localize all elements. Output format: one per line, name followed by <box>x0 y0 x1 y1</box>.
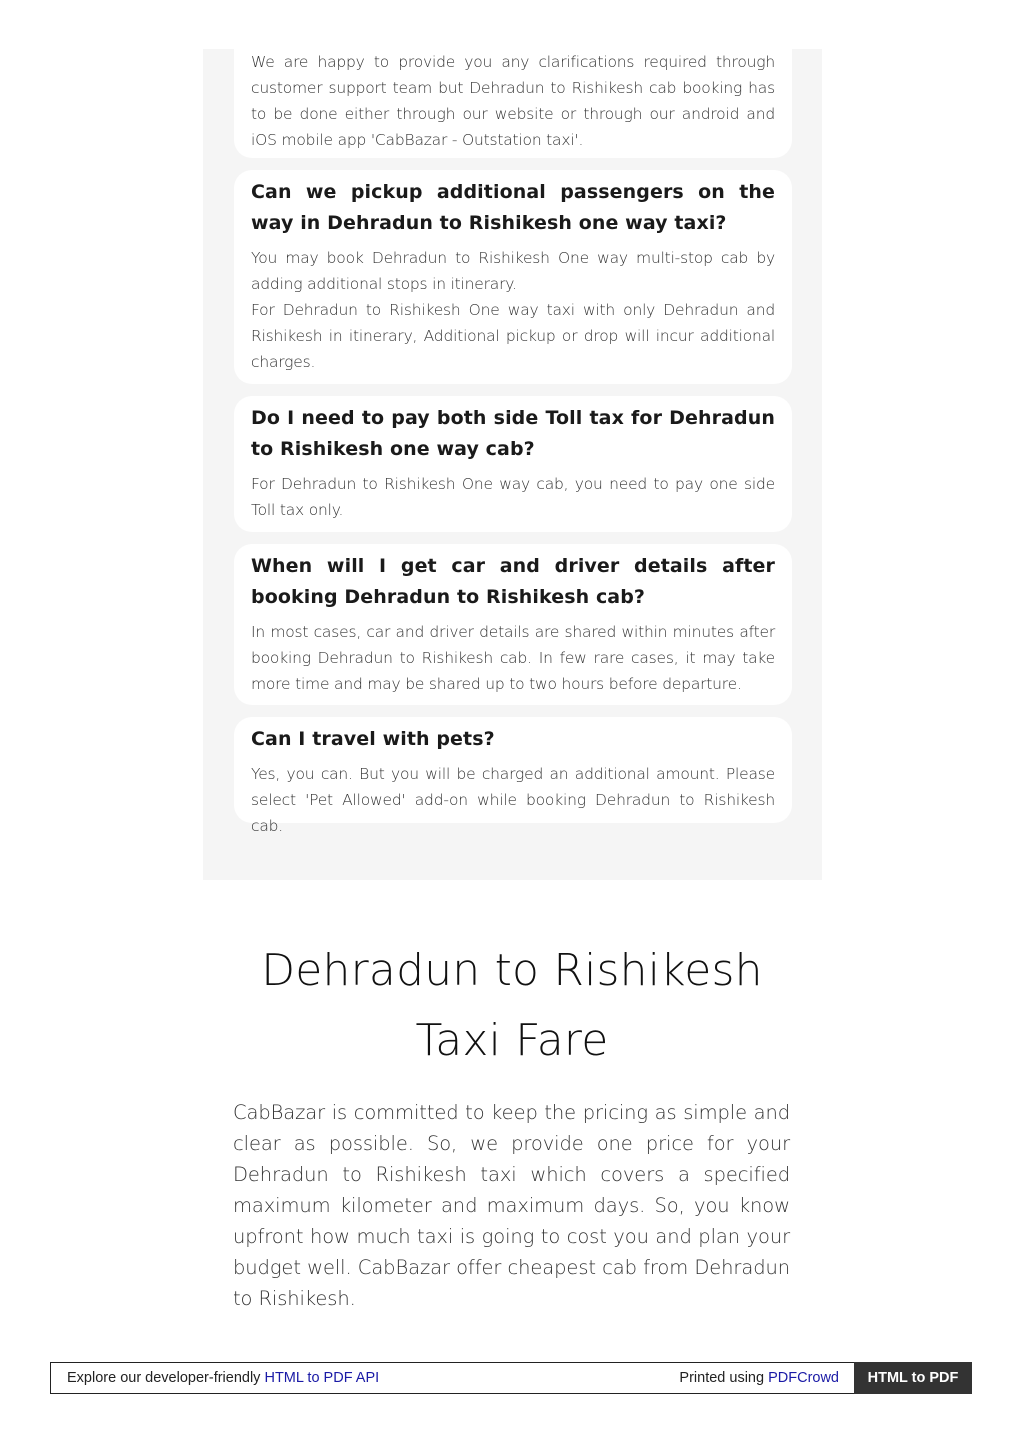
faq-question: Can I travel with pets? <box>251 728 495 750</box>
html-to-pdf-badge[interactable]: HTML to PDF <box>854 1362 972 1394</box>
footer-explore <box>67 1370 379 1386</box>
faq-answer <box>251 465 775 523</box>
footer-explore-text: Explore our developer-friendly <box>67 1370 261 1386</box>
faq-answer-text: In most cases, car and driver details are shared within minutes after booking Dehradun to Rishikesh cab. In few rare cases, it may take more time and may be shared up to two hours before departure. <box>251 623 775 693</box>
faq-question: Do I need to pay both side Toll tax for Dehradun to Rishikesh one way cab? <box>251 407 775 460</box>
faq-answer <box>251 49 775 153</box>
faq-answer-text: For Dehradun to Rishikesh One way cab, you need to pay one side Toll tax only. <box>251 475 775 519</box>
faq-panel <box>203 49 822 880</box>
faq-question: When will I get car and driver details after booking Dehradun to Rishikesh cab? <box>251 555 775 608</box>
footer-printed <box>679 1370 839 1386</box>
faq-answer-text: We are happy to provide you any clarifications required through customer support team but Dehradun to Rishikesh cab booking has to be done either through our website or through our android and iOS mobile app 'CabBazar - Outstation taxi'. <box>251 53 775 149</box>
faq-answer-text: Yes, you can. But you will be charged an additional amount. Please select 'Pet Allowed' add-on while booking Dehradun to Rishikesh cab. <box>251 765 775 835</box>
pdfcrowd-link[interactable]: PDFCrowd <box>768 1370 839 1386</box>
html-to-pdf-api-link[interactable]: HTML to PDF API <box>264 1370 380 1386</box>
faq-answer <box>251 755 775 839</box>
faq-item <box>234 396 792 532</box>
pdfcrowd-footer <box>50 1362 972 1394</box>
faq-item <box>234 170 792 384</box>
faq-item <box>234 49 792 158</box>
faq-item <box>234 717 792 835</box>
fare-section-body: CabBazar is committed to keep the pricing as simple and clear as possible. So, we provide one price for your Dehradun to Rishikesh taxi which covers a specified maximum kilometer and maximum days. So, you know upfront how much taxi is going to cost you and plan your budget well. CabBazar offer cheapest cab from Dehradun to Rishikesh. <box>233 1101 790 1310</box>
fare-section-title: Dehradun to Rishikesh Taxi Fare <box>261 945 763 1066</box>
faq-answer-text: For Dehradun to Rishikesh One way taxi with only Dehradun and Rishikesh in itinerary, Additional pickup or drop will incur additional charges. <box>251 301 775 371</box>
footer-printed-text: Printed using <box>679 1370 765 1386</box>
faq-answer-text: You may book Dehradun to Rishikesh One way multi-stop cab by adding additional stops in itinerary. <box>251 249 775 293</box>
faq-answer <box>251 613 775 697</box>
faq-answer <box>251 239 775 375</box>
faq-question: Can we pickup additional passengers on the way in Dehradun to Rishikesh one way taxi? <box>251 181 775 234</box>
faq-item <box>234 544 792 705</box>
